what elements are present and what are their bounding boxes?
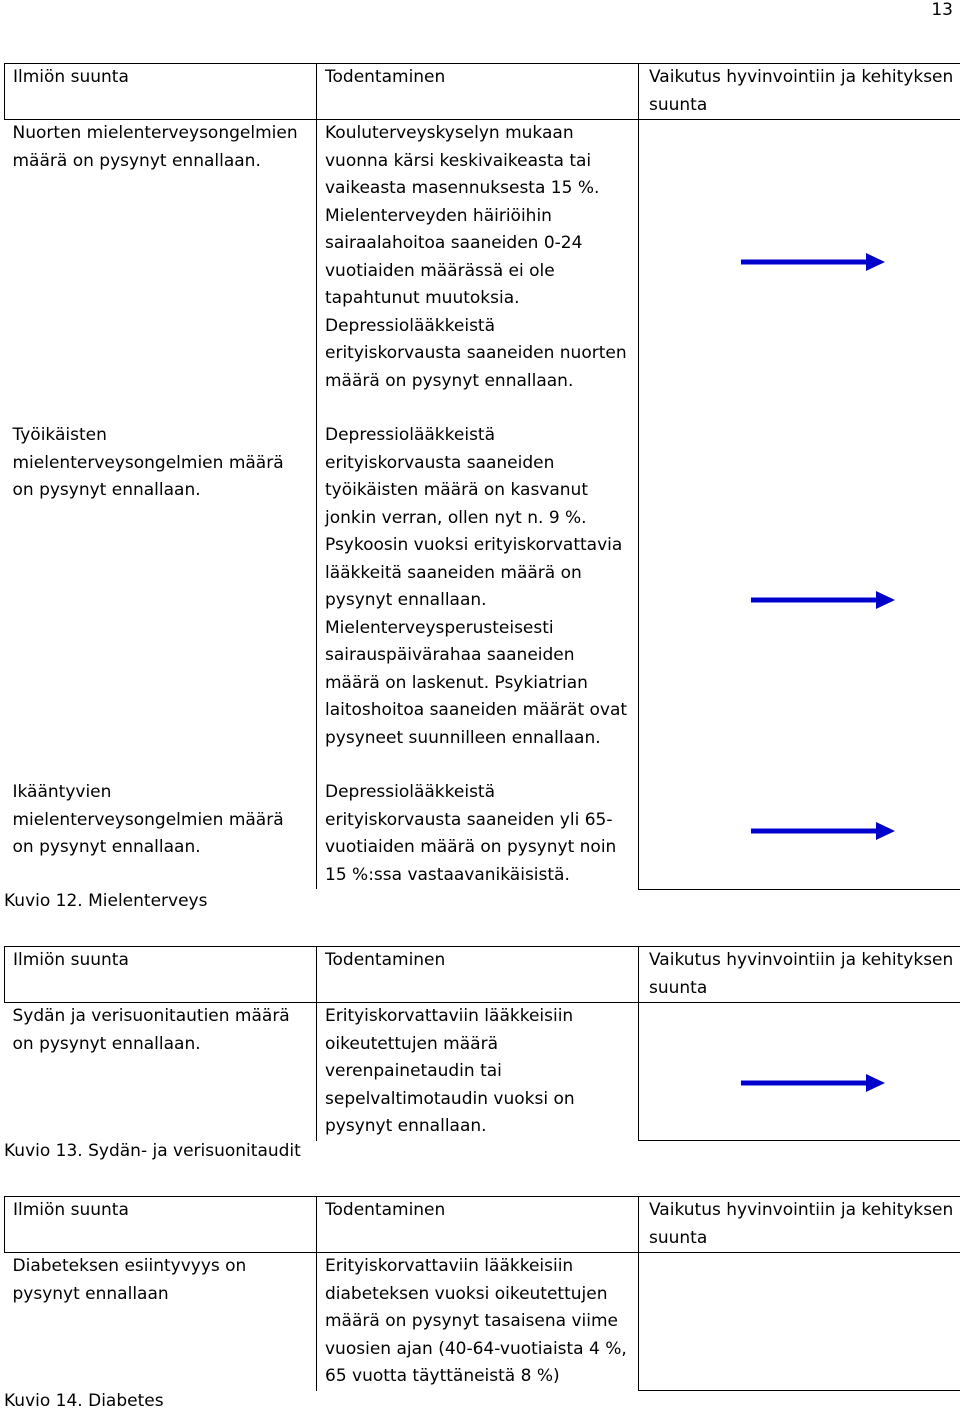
verification-cell: Depressiolääkkeistä erityiskorvausta saaneiden työikäisten määrä on kasvanut jonkin verran, ollen nyt n. 9 %. Psykoosin vuoksi erityiskorvattavia lääkkeitä saaneiden määrä on pysynyt ennallaan. Mielenterveysperusteisesti sairauspäivärahaa saaneiden määrä on laskenut. Psykiatrian laitoshoitoa saaneiden määrät ovat pysyneet suunnilleen ennallaan.	[317, 422, 639, 779]
header-verification: Todentaminen	[317, 64, 639, 120]
phenomenon-cell: Nuorten mielenterveysongelmien määrä on pysynyt ennallaan.	[5, 120, 317, 423]
verification-cell: Kouluterveyskyselyn mukaan vuonna kärsi keskivaikeasta tai vaikeasta masennuksesta 15 %. Mielenterveyden häiriöihin sairaalahoitoa saaneiden 0-24 vuotiaiden määrässä ei ole tapahtunut muutoksia. Depressiolääkkeistä erityiskorvausta saaneiden nuorten määrä on pysynyt ennallaan.	[317, 120, 639, 423]
right-arrow-icon	[750, 588, 896, 612]
header-effect: Vaikutus hyvinvointiin ja kehityksen suunta	[639, 947, 960, 1003]
cardiovascular-table	[4, 946, 960, 1141]
phenomenon-cell: Diabeteksen esiintyvyys on pysynyt ennallaan	[5, 1253, 317, 1391]
effect-cell	[639, 1253, 960, 1391]
table-header-row	[5, 64, 960, 120]
phenomenon-cell: Työikäisten mielenterveysongelmien määrä on pysynyt ennallaan.	[5, 422, 317, 779]
diabetes-table	[4, 1196, 960, 1391]
figure-caption: Kuvio 14. Diabetes	[4, 1391, 164, 1411]
right-arrow-icon	[750, 819, 896, 843]
verification-cell: Erityiskorvattaviin lääkkeisiin oikeutettujen määrä verenpainetaudin tai sepelvaltimotaudin vuoksi on pysynyt ennallaan.	[317, 1003, 639, 1141]
verification-cell: Erityiskorvattaviin lääkkeisiin diabeteksen vuoksi oikeutettujen määrä on pysynyt tasaisena viime vuosien ajan (40-64-vuotiaista 4 %, 65 vuotta täyttäneistä 8 %)	[317, 1253, 639, 1391]
right-arrow-icon	[740, 250, 886, 274]
header-phenomenon: Ilmiön suunta	[5, 1197, 317, 1253]
figure-caption: Kuvio 12. Mielenterveys	[4, 891, 208, 911]
verification-cell: Depressiolääkkeistä erityiskorvausta saaneiden yli 65-vuotiaiden määrä on pysynyt noin 15 %:ssa vastaavanikäisistä.	[317, 779, 639, 889]
header-effect: Vaikutus hyvinvointiin ja kehityksen suunta	[639, 1197, 960, 1253]
mental-health-table	[4, 63, 960, 890]
page-number: 13	[931, 0, 953, 20]
phenomenon-cell: Ikääntyvien mielenterveysongelmien määrä on pysynyt ennallaan.	[5, 779, 317, 889]
header-verification: Todentaminen	[317, 947, 639, 1003]
header-effect: Vaikutus hyvinvointiin ja kehityksen suunta	[639, 64, 960, 120]
table-header-row	[5, 947, 960, 1003]
right-arrow-icon	[740, 1071, 886, 1095]
figure-caption: Kuvio 13. Sydän- ja verisuonitaudit	[4, 1141, 301, 1161]
header-phenomenon: Ilmiön suunta	[5, 947, 317, 1003]
table-row	[5, 1253, 960, 1391]
table-header-row	[5, 1197, 960, 1253]
header-phenomenon: Ilmiön suunta	[5, 64, 317, 120]
header-verification: Todentaminen	[317, 1197, 639, 1253]
phenomenon-cell: Sydän ja verisuonitautien määrä on pysynyt ennallaan.	[5, 1003, 317, 1141]
